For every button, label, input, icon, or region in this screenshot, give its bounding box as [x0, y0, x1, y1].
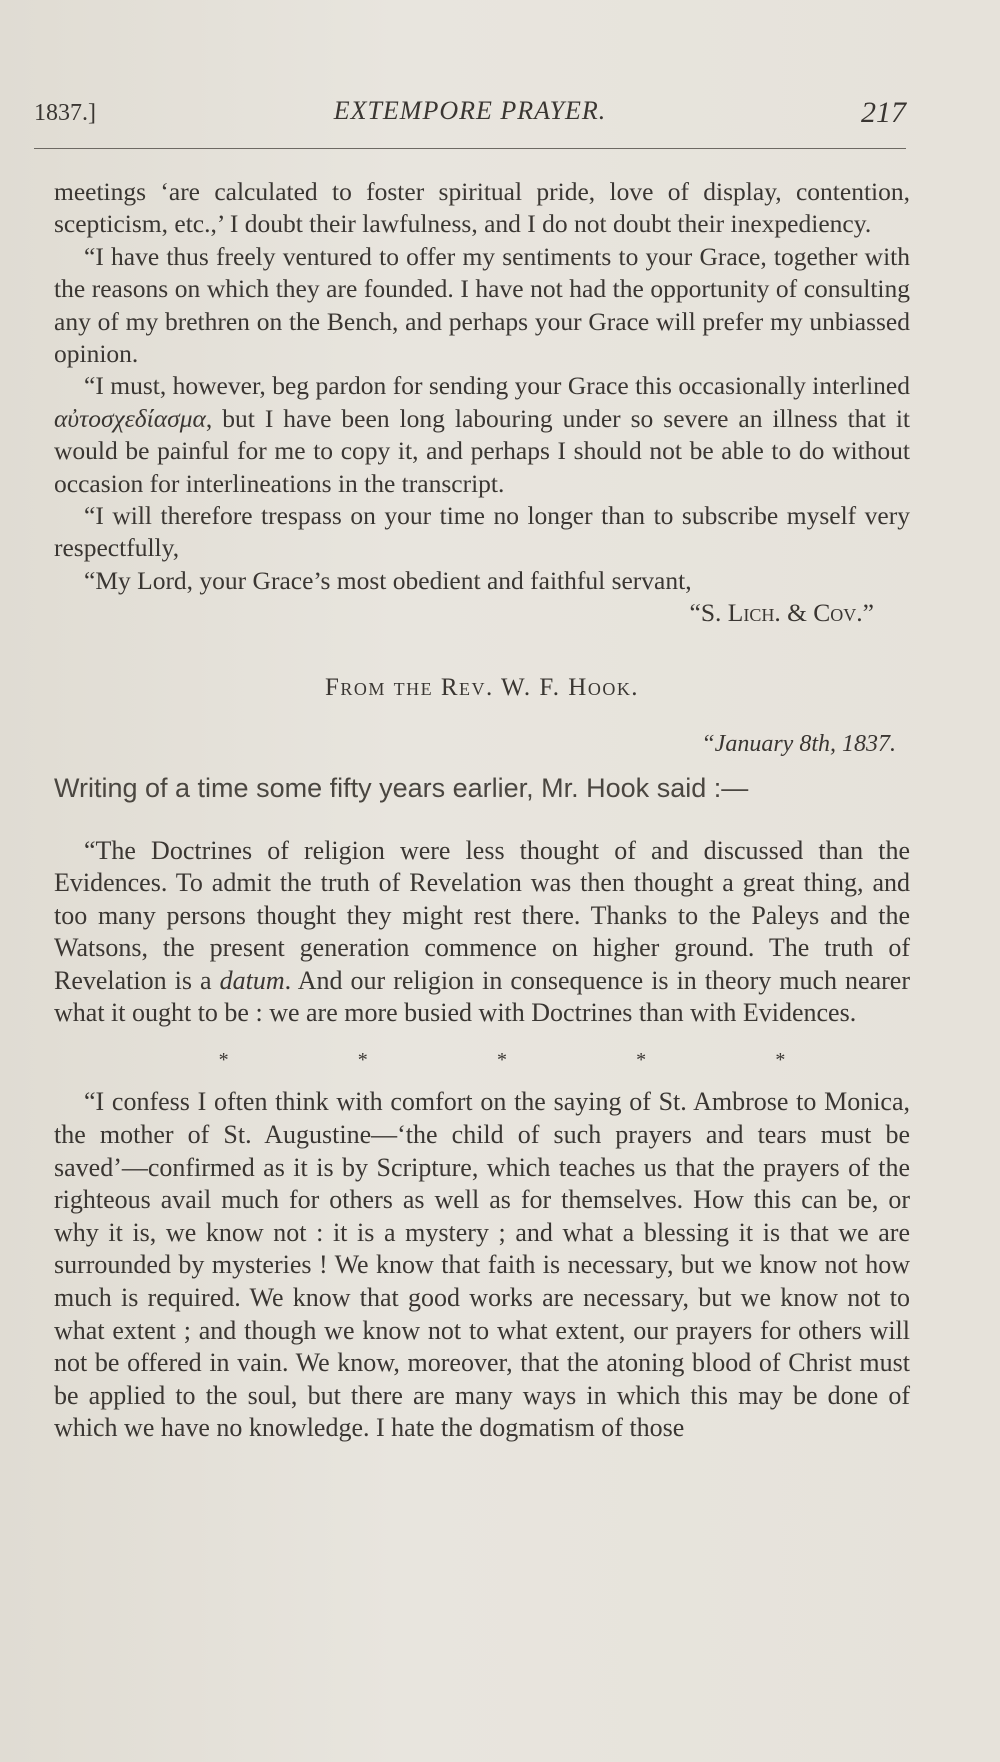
quote-paragraph-1-start: “The Doctrines of religion were less thought of and discussed than the Evidences. To admit the truth of Revelation was then thought a great thing, and too many persons thought they might rest there. Thanks to the Paleys and the Watsons, the present generation commence on higher ground. The truth of Revelation is a	[54, 835, 910, 995]
section-heading: From the Rev. W. F. Hook.	[324, 673, 640, 701]
greek-word: αὐτοσχεδίασμα	[54, 403, 206, 433]
letter-paragraph-4: “I will therefore trespass on your time no longer than to subscribe myself very respectfully,	[54, 501, 910, 563]
intro-text: Writing of a time some fifty years earlier, Mr. Hook said :—	[54, 772, 749, 803]
asterisk: *	[636, 1049, 647, 1072]
datum-word: datum	[219, 965, 285, 995]
letter-closing: “My Lord, your Grace’s most obedient and faithful servant,	[84, 565, 692, 595]
quote-paragraph-1	[54, 835, 910, 1031]
letter-signature	[54, 597, 874, 629]
letter-paragraph-2: “I have thus freely ventured to offer my sentiments to your Grace, together with the reasons on which they are founded. I have not had the opportunity of consulting any of my brethren on the Bench, and perhaps your Grace will prefer my unbiassed opinion.	[54, 241, 910, 369]
asterisk: *	[496, 1049, 507, 1072]
header-title: EXTEMPORE PRAYER.	[333, 96, 607, 125]
asterisk: *	[218, 1049, 229, 1072]
header-year: 1837.]	[34, 100, 96, 126]
header-rule	[34, 148, 906, 149]
section-break	[54, 1044, 910, 1076]
letter-paragraph-3-start: “I must, however, beg pardon for sending your Grace this occasionally interlined	[84, 371, 910, 401]
letter-paragraph-3-end: , but I have been long labouring under so severe an illness that it would be painful for me to copy it, and perhaps I should not be able to do without occasion for interlineations in the transcript.	[54, 403, 910, 498]
letter-paragraph-3	[54, 370, 910, 500]
asterisk: *	[357, 1049, 368, 1072]
page-number: 217	[861, 96, 906, 129]
letter-date: “January 8th, 1837.	[701, 731, 896, 758]
quote-paragraph-2: “I confess I often think with comfort on the saying of St. Ambrose to Monica, the mother of St. Augustine—‘the child of such prayers and tears must be saved’—confirmed as it is by Scripture, which teaches us that the prayers of the righteous avail much for others as well as for themselves. How this can be, or why it is, we know not : it is a mystery ; and what a blessing it is that we are surrounded by mysteries ! We know that faith is necessary, but we know not how much is required. We know that good works are necessary, but we know not to what extent ; and though we know not to what extent, our prayers for others will not be offered in vain. We know, moreover, that the atoning blood of Christ must be applied to the soul, but there are many ways in which this may be done of which we have no knowledge. I hate the dogmatism of those	[54, 1087, 910, 1443]
quote-paragraph-1-end: . And our religion in consequence is in theory much nearer what it ought to be : we are more busied with Doctrines than with Evidences.	[54, 965, 910, 1028]
page-body	[54, 176, 910, 1445]
letter-paragraph-1: meetings ‘are calculated to foster spiritual pride, love of display, contention, scepticism, etc.,’ I doubt their lawfulness, and I do not doubt their inexpediency.	[54, 177, 910, 239]
running-header	[34, 96, 906, 136]
signature-text: “S. Lich. & Cov.”	[689, 598, 874, 628]
asterisk: *	[775, 1049, 786, 1072]
